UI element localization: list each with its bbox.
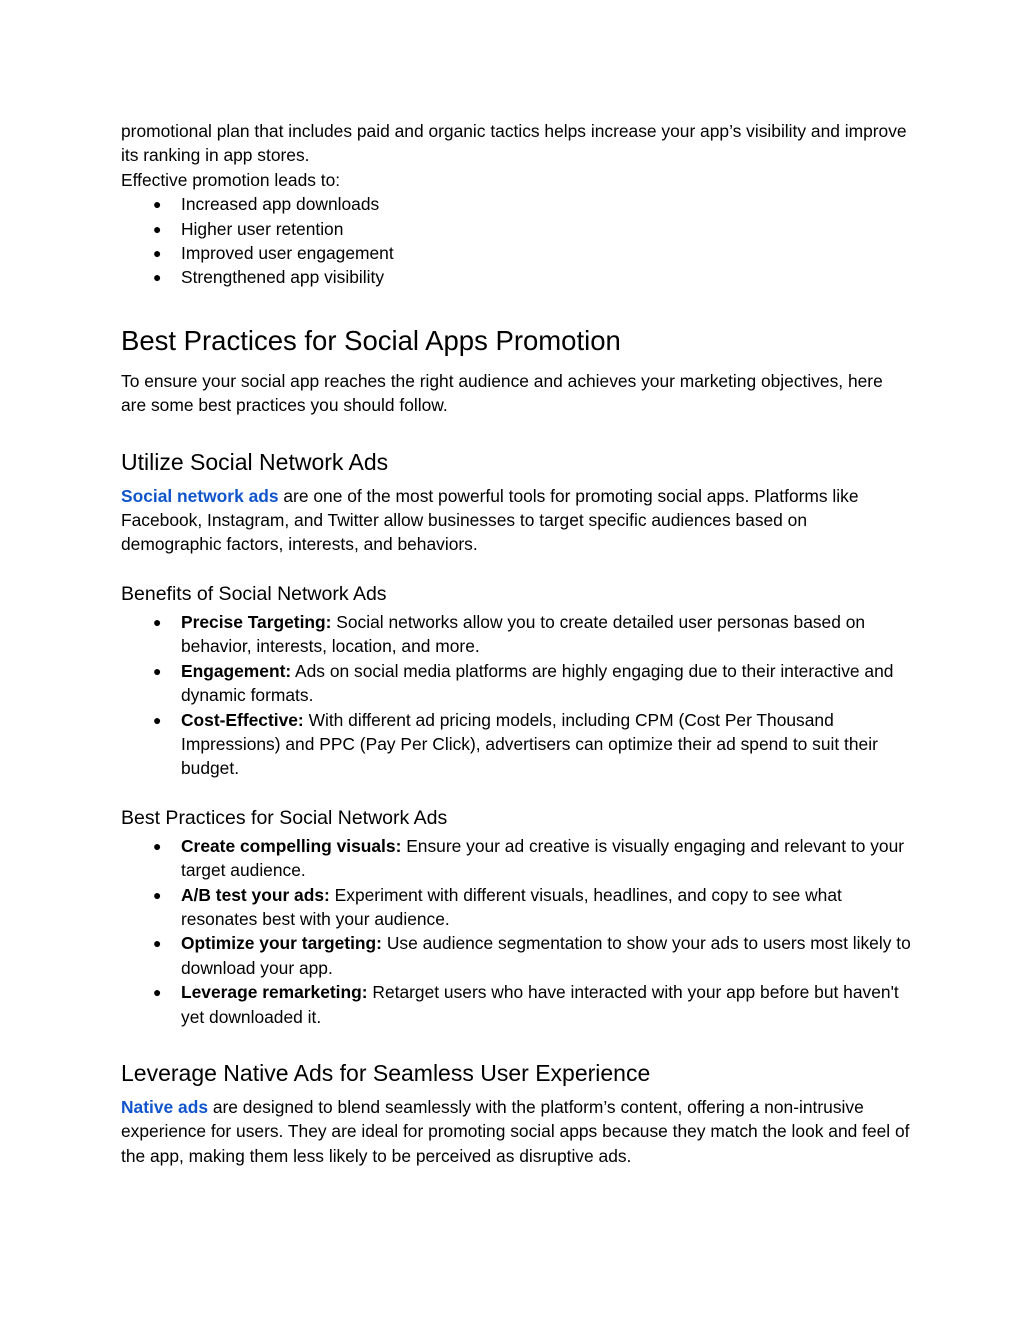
bullet-icon: ● bbox=[153, 886, 162, 903]
bullet-icon: ● bbox=[153, 984, 162, 1001]
intro-lead-in: Effective promotion leads to: bbox=[121, 169, 341, 190]
list-item: ● Create compelling visuals: Ensure your ad creative is visually engaging and relevant to your target audience. bbox=[153, 835, 905, 881]
bullet-icon: ● bbox=[153, 196, 162, 213]
heading-best-practices: Best Practices for Social Apps Promotion bbox=[121, 324, 621, 356]
benefits-list bbox=[121, 610, 911, 781]
bullet-icon: ● bbox=[153, 245, 162, 262]
heading-native-ads: Leverage Native Ads for Seamless User Experience bbox=[121, 1059, 651, 1086]
heading-social-network-ads: Utilize Social Network Ads bbox=[121, 448, 389, 475]
social-network-ads-link[interactable]: Social network ads bbox=[121, 485, 279, 506]
list-item: ● Strengthened app visibility bbox=[121, 265, 911, 289]
intro-bullet-list bbox=[121, 192, 911, 290]
bullet-icon: ● bbox=[153, 662, 162, 679]
list-item: ● Higher user retention bbox=[121, 217, 911, 241]
list-item: ● Improved user engagement bbox=[121, 241, 911, 265]
heading-benefits: Benefits of Social Network Ads bbox=[121, 582, 387, 605]
list-item: ● Increased app downloads bbox=[121, 192, 911, 216]
native-ads-link[interactable]: Native ads bbox=[121, 1096, 208, 1117]
social-ads-paragraph: Social network ads are one of the most powerful tools for promoting social apps. Platforms like Facebook, Instagram, and Twitter allow businesses to target specific audiences based on demographic factors, interests, and behaviors. bbox=[121, 485, 859, 555]
list-item: ● Leverage remarketing: Retarget users who have interacted with your app before but haven't yet downloaded it. bbox=[153, 982, 899, 1027]
bullet-icon: ● bbox=[153, 613, 162, 630]
list-item: ● Precise Targeting: Social networks allow you to create detailed user personas based on behavior, interests, location, and more. bbox=[153, 611, 866, 657]
list-item: ● Cost-Effective: With different ad pricing models, including CPM (Cost Per Thousand Impressions) and PPC (Pay Per Click), advertisers can optimize their ad spend to suit their budget. bbox=[153, 709, 878, 779]
document-page bbox=[121, 119, 911, 1168]
practices-list bbox=[121, 834, 911, 1029]
heading-practices: Best Practices for Social Network Ads bbox=[121, 806, 448, 829]
native-ads-paragraph: Native ads are designed to blend seamlessly with the platform’s content, offering a non-intrusive experience for users. They are ideal for promoting social apps because they match the look and feel of the app, making them less likely to be perceived as disruptive ads. bbox=[121, 1096, 910, 1166]
list-item: ● Engagement: Ads on social media platforms are highly engaging due to their interactive and dynamic formats. bbox=[153, 660, 894, 706]
list-item: ● A/B test your ads: Experiment with different visuals, headlines, and copy to see what resonates best with your audience. bbox=[153, 884, 842, 929]
bullet-icon: ● bbox=[153, 711, 162, 728]
bullet-icon: ● bbox=[153, 269, 162, 286]
bullet-icon: ● bbox=[153, 220, 162, 237]
bullet-icon: ● bbox=[153, 837, 162, 854]
bullet-icon: ● bbox=[153, 935, 162, 952]
intro-paragraph: promotional plan that includes paid and organic tactics helps increase your app’s visibility and improve its ranking in app stores. bbox=[121, 121, 907, 166]
best-practices-paragraph: To ensure your social app reaches the right audience and achieves your marketing objectives, here are some best practices you should follow. bbox=[121, 370, 883, 416]
list-item: ● Optimize your targeting: Use audience segmentation to show your ads to users most likely to download your app. bbox=[153, 933, 911, 978]
